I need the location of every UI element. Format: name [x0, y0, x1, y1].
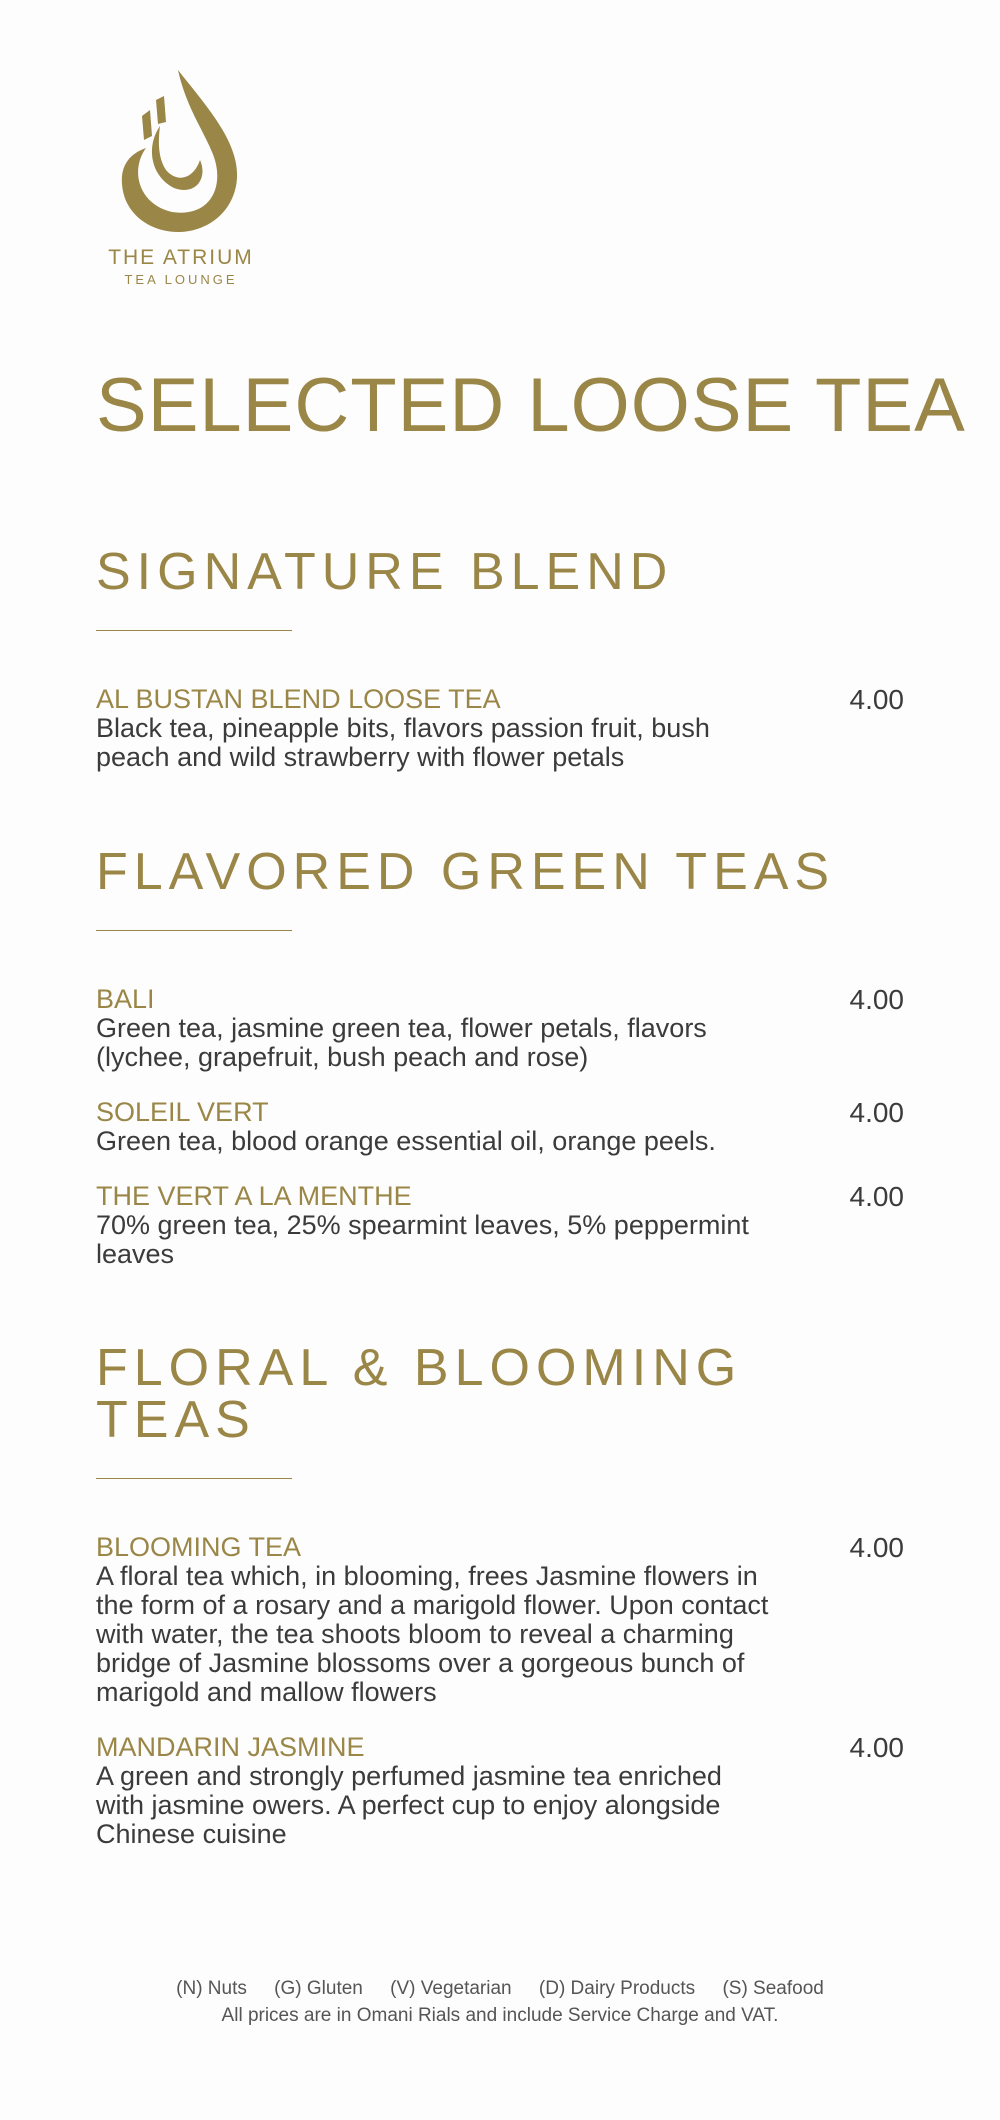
item-name: THE VERT A LA MENTHE	[96, 1181, 412, 1211]
section-title: FLORAL & BLOOMING TEAS	[96, 1339, 743, 1449]
menu-item	[96, 1533, 904, 1707]
item-name: BALI	[96, 984, 155, 1014]
brand-subtitle: TEA LOUNGE	[124, 272, 238, 287]
item-price: 4.00	[849, 1181, 904, 1212]
section-divider	[96, 1478, 292, 1479]
menu-item	[96, 1733, 904, 1849]
menu-item	[96, 985, 904, 1072]
legend-item: (G) Gluten	[274, 1978, 363, 1999]
section-flavored-green-teas	[96, 843, 904, 1269]
item-price: 4.00	[849, 1732, 904, 1763]
item-price: 4.00	[849, 1532, 904, 1563]
section-floral-blooming-teas	[96, 1339, 904, 1849]
price-note: All prices are in Omani Rials and include Service Charge and VAT.	[221, 2005, 779, 2026]
section-divider	[96, 630, 292, 631]
item-description: A green and strongly perfumed jasmine tea enriched with jasmine owers. A perfect cup to enjoy alongside Chinese cuisine	[96, 1761, 722, 1849]
page-title: SELECTED LOOSE TEA	[96, 363, 966, 448]
section-signature-blend	[96, 543, 904, 772]
item-name: SOLEIL VERT	[96, 1097, 269, 1127]
item-description: 70% green tea, 25% spearmint leaves, 5% peppermint leaves	[96, 1210, 749, 1269]
brand-name: THE ATRIUM	[108, 246, 254, 269]
legend-item: (N) Nuts	[176, 1978, 247, 1999]
footer	[0, 1975, 1000, 2029]
item-description: Black tea, pineapple bits, flavors passion fruit, bush peach and wild strawberry with flower petals	[96, 713, 710, 772]
item-price: 4.00	[849, 1097, 904, 1128]
brand-logo	[96, 66, 266, 287]
item-name: BLOOMING TEA	[96, 1532, 302, 1562]
item-description: Green tea, blood orange essential oil, orange peels.	[96, 1126, 716, 1156]
section-title: SIGNATURE BLEND	[96, 543, 674, 601]
section-title: FLAVORED GREEN TEAS	[96, 843, 836, 901]
item-description: A floral tea which, in blooming, frees Jasmine flowers in the form of a rosary and a marigold flower. Upon contact with water, the tea shoots bloom to reveal a charming bridge of Jasmine blossoms over a gorgeous bunch of marigold and mallow flowers	[96, 1561, 769, 1707]
menu-item	[96, 1182, 904, 1269]
legend-item: (S) Seafood	[722, 1978, 824, 1999]
menu-item	[96, 685, 904, 772]
legend-item: (V) Vegetarian	[390, 1978, 512, 1999]
item-price: 4.00	[849, 684, 904, 715]
legend-item: (D) Dairy Products	[538, 1978, 696, 1999]
item-name: MANDARIN JASMINE	[96, 1732, 365, 1762]
allergen-legend	[0, 1975, 1000, 2002]
atrium-calligraphy-logo-icon	[116, 66, 246, 236]
section-divider	[96, 930, 292, 931]
item-description: Green tea, jasmine green tea, flower petals, flavors (lychee, grapefruit, bush peach and rose)	[96, 1013, 707, 1072]
menu-item	[96, 1098, 904, 1156]
item-price: 4.00	[849, 984, 904, 1015]
item-name: AL BUSTAN BLEND LOOSE TEA	[96, 684, 501, 714]
